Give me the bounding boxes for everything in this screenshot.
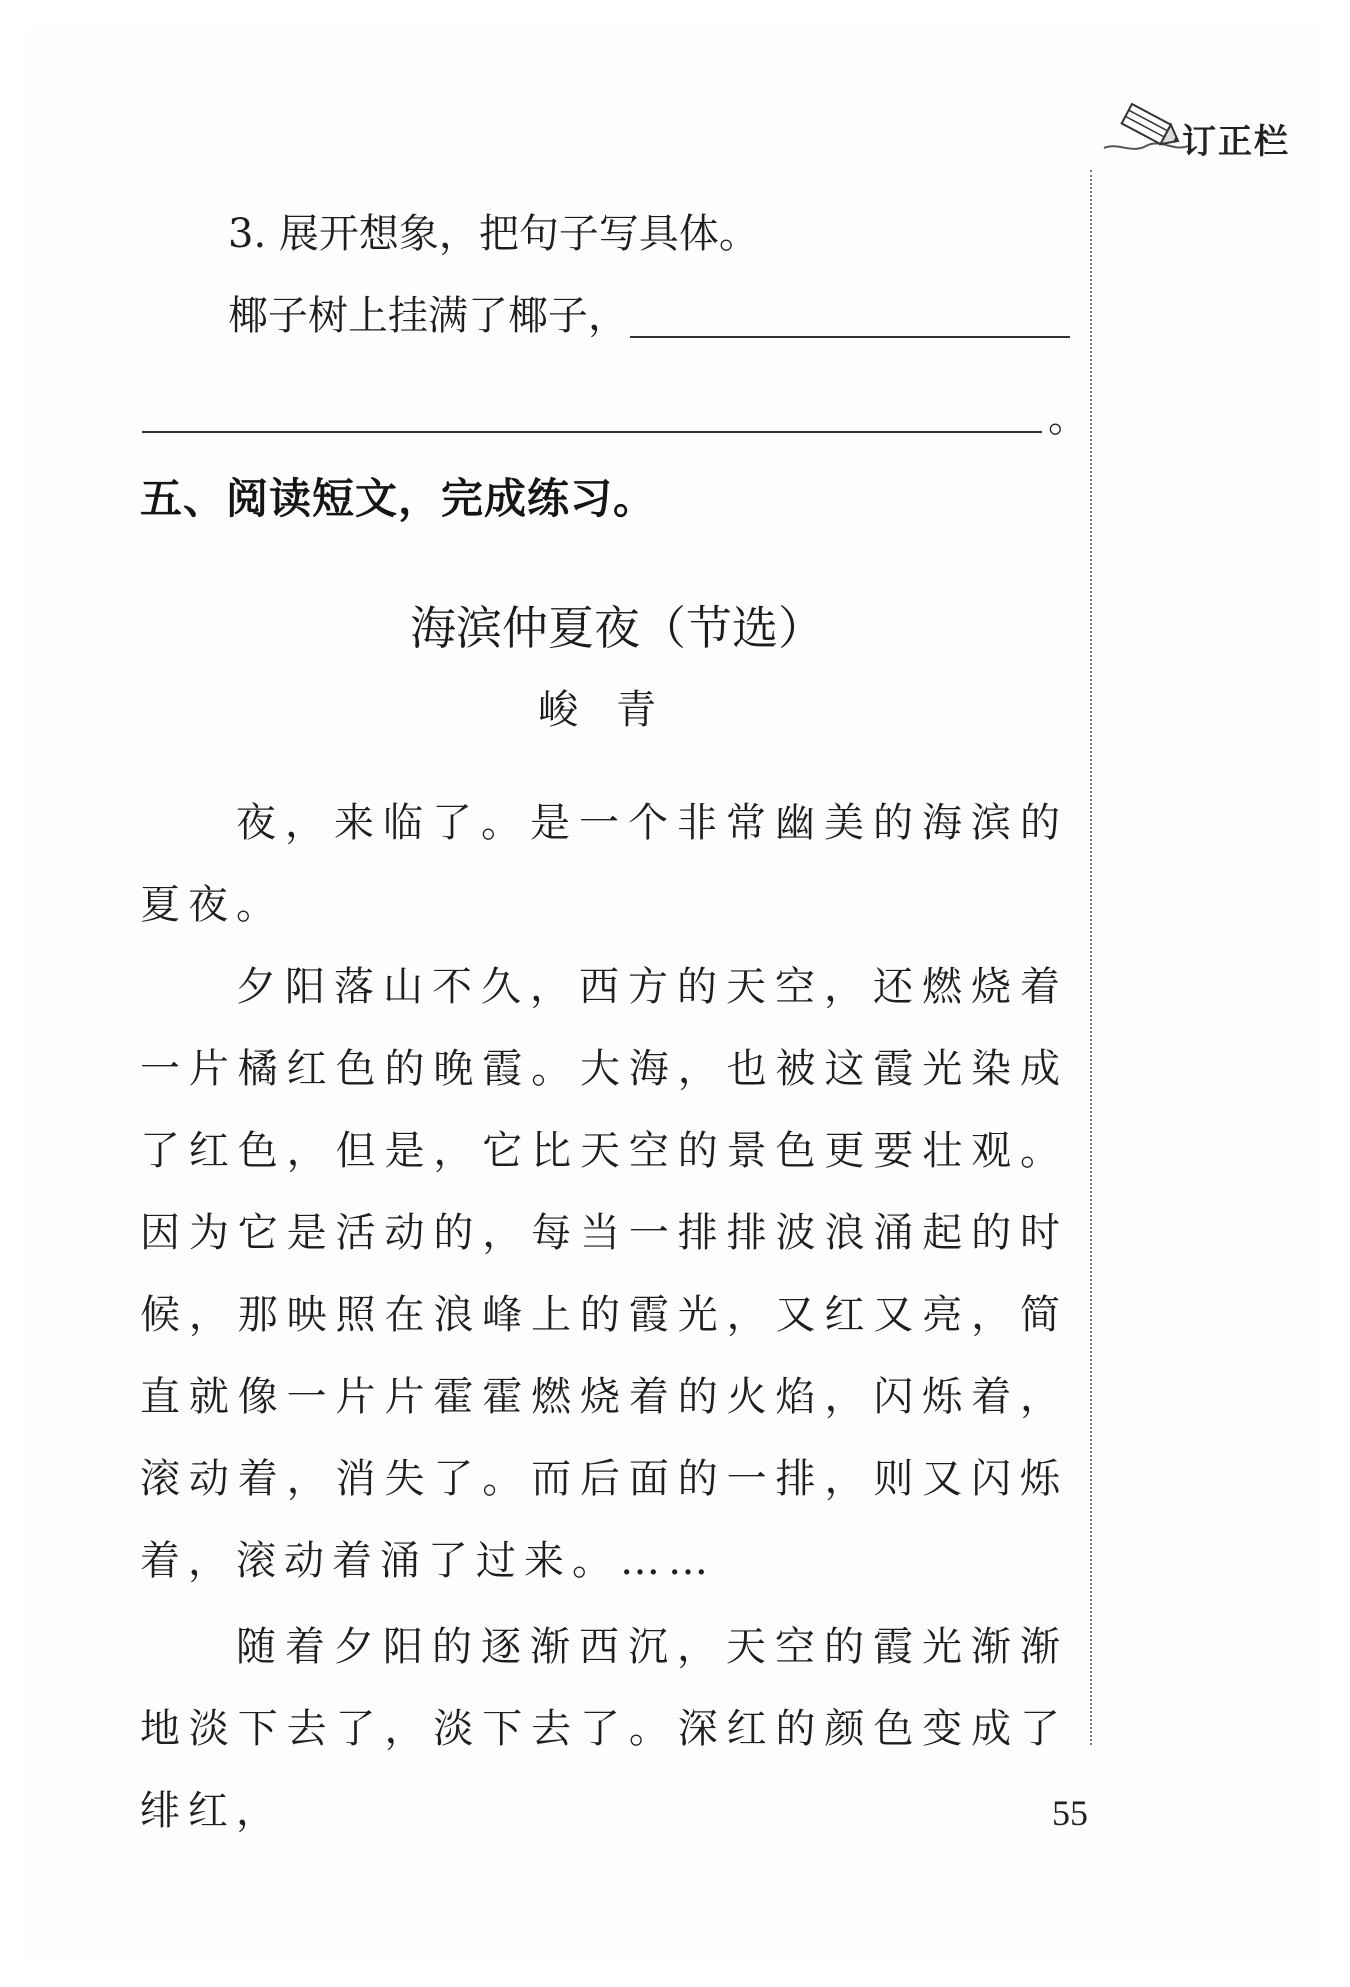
article-paragraph: 夜，来临了。是一个非常幽美的海滨的夏夜。 bbox=[140, 800, 1068, 928]
answer-blank-line-1[interactable] bbox=[630, 336, 1070, 338]
article-paragraph: 夕阳落山不久，西方的天空，还燃烧着一片橘红色的晚霞。大海，也被这霞光染成了红色，但是，它比天空的景色更要壮观。因为它是活动的，每当一排排波浪涌起的时候，那映照在浪峰上的霞光，又红又亮，简直就像一片片霍霍燃烧着的火焰，闪烁着，滚动着，消失了。而后面的一排，则又闪烁着，滚动着涌了过来。…… bbox=[140, 964, 1068, 1584]
article-paragraph: 随着夕阳的逐渐西沉，天空的霞光渐渐地淡下去了，淡下去了。深红的颜色变成了绯红， bbox=[140, 1624, 1068, 1834]
article-title: 海滨仲夏夜（节选） bbox=[410, 601, 824, 655]
article-author: 峻青 bbox=[538, 687, 694, 733]
page-number: 55 bbox=[1052, 1793, 1088, 1833]
correction-column-header bbox=[1098, 96, 1308, 160]
correction-column-divider bbox=[1090, 170, 1092, 1745]
answer-blank-line-2[interactable] bbox=[142, 431, 1042, 433]
section-5-title: 五、阅读短文，完成练习。 bbox=[140, 474, 657, 523]
question-3-sentence-start: 椰子树上挂满了椰子， bbox=[228, 293, 628, 339]
question-3-sentence-end: 。 bbox=[1048, 395, 1088, 441]
question-3-prompt: 3. 展开想象，把句子写具体。 bbox=[228, 211, 759, 257]
correction-column-label: 订正栏 bbox=[1182, 122, 1290, 162]
